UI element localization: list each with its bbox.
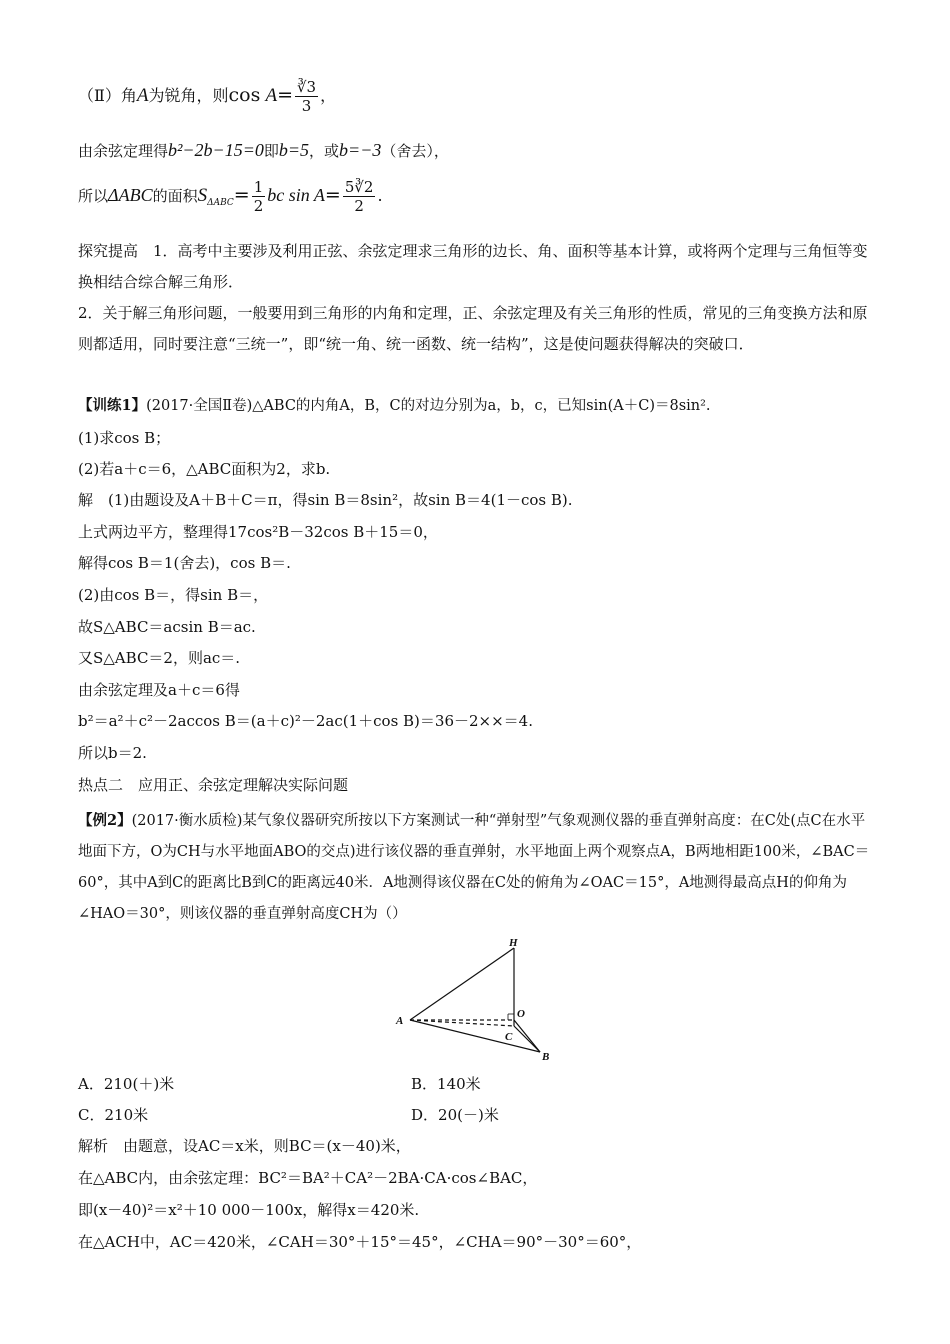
solution-line-8: b²＝a²＋c²－2accos B＝(a＋c)²－2ac(1＋cos B)＝36－2××＝4. (78, 712, 533, 730)
training-label: 【训练1】 (78, 397, 147, 414)
label-o: O (517, 1008, 525, 1020)
frac-den: 3 (301, 97, 312, 115)
area-pre: 所以 (78, 187, 109, 205)
area-line (78, 178, 383, 215)
solution-line-7: 由余弦定理及a＋c＝6得 (78, 681, 240, 699)
solution-line-1: 解 (1)由题设及A＋B＋C＝π，得sin B＝8sin²，故sin B＝4(1－cos B). (78, 491, 573, 509)
explore-paragraph-1: 探究提高 1．高考中主要涉及利用正弦、余弦定理求三角形的边长、角、面积等基本计算，或将两个定理与三角恒等变换相结合综合解三角形． (78, 242, 868, 291)
cosine-line (78, 140, 449, 161)
line-ac (410, 1020, 514, 1026)
angle-a: A (136, 85, 149, 106)
example-text: (2017·衡水质检)某气象仪器研究所按以下方案测试一种“弹射型”气象观测仪器的垂直弹射高度：在C处(点C在水平地面下方，O为CH与水平地面ABO的交点)进行该仪器的垂直弹射，水平地面上两个观察点A，B两地相距100米，∠BAC＝60°，其中A到C的距离比B到C的距离远40米．A地测得该仪器在C处的俯角为∠OAC＝15°，A地测得最高点H的仰角为∠HAO＝30°，则该仪器的垂直弹射高度CH为（） (78, 813, 870, 922)
part2-prefix: （Ⅱ）角 (78, 86, 137, 105)
analysis-line-4: 在△ACH中，AC＝420米，∠CAH＝30°＋15°＝45°，∠CHA＝90°－30°＝60°， (78, 1233, 642, 1251)
solution-line-9: 所以b＝2. (78, 744, 147, 762)
cosine-mid: 即 (263, 142, 279, 160)
solution-line-6: 又S△ABC＝2，则ac＝. (78, 649, 241, 667)
cosine-or: ，或 (309, 142, 340, 160)
cos-fraction (295, 78, 318, 115)
b-equals-5: b=5 (278, 140, 310, 160)
half-fraction (252, 178, 266, 215)
label-a: A (396, 1015, 404, 1027)
option-d: D．20(－)米 (411, 1106, 499, 1124)
line-cb (514, 1026, 540, 1052)
label-h: H (509, 937, 518, 949)
area-tail: . (377, 186, 383, 205)
half-num: 1 (253, 178, 264, 196)
geometry-figure (392, 934, 562, 1064)
cos-label: cos (228, 84, 261, 106)
result-fraction (343, 178, 376, 215)
area-mid: 的面积 (152, 187, 198, 205)
analysis-line-1: 解析 由题意，设AC＝x米，则BC＝(x－40)米， (78, 1137, 411, 1155)
frac-num: ∛3 (296, 78, 317, 96)
part2-line (78, 78, 336, 115)
hotspot-heading: 热点二 应用正、余弦定理解决实际问题 (78, 776, 349, 794)
half-den: 2 (253, 197, 264, 215)
cosine-pre: 由余弦定理得 (78, 142, 169, 160)
label-c: C (505, 1031, 513, 1043)
b-equals-neg3: b=−3 (339, 140, 382, 160)
area-eq1: = (233, 184, 250, 206)
part2-tail: ， (320, 86, 337, 105)
training-heading-line (78, 396, 711, 416)
equals: = (277, 84, 293, 106)
bc-sin-a: bc sin A (267, 185, 325, 205)
option-b: B．140米 (411, 1075, 481, 1093)
part2-mid: 为锐角，则 (148, 86, 229, 105)
training-q2: (2)若a＋c＝6，△ABC面积为2，求b. (78, 460, 331, 478)
analysis-line-2: 在△ABC内，由余弦定理：BC²＝BA²＋CA²－2BA·CA·cos∠BAC， (78, 1169, 538, 1187)
line-ab (410, 1020, 540, 1052)
area-eq2: = (324, 184, 341, 206)
area-sub: ΔABC (207, 198, 234, 208)
explore-paragraph-2: 2．关于解三角形问题，一般要用到三角形的内角和定理，正、余弦定理及有关三角形的性质，常见的三角变换方法和原则都适用，同时要注意“三统一”，即“统一角、统一函数、统一结构”，这是使问题获得解决的突破口． (78, 304, 868, 353)
training-q1: (1)求cos B； (78, 429, 171, 447)
solution-line-3: 解得cos B＝1(舍去)，cos B＝. (78, 554, 291, 572)
label-b: B (542, 1051, 550, 1063)
solution-line-2: 上式两边平方，整理得17cos²B－32cos B＋15＝0， (78, 523, 438, 541)
training-text: (2017·全国Ⅱ卷)△ABC的内角A，B，C的对边分别为a，b，c，已知sin(A＋C)＝8sin². (146, 398, 711, 414)
option-c: C．210米 (78, 1106, 149, 1124)
result-num: 5∛2 (344, 178, 374, 196)
area-s: S (197, 185, 208, 206)
result-den: 2 (354, 197, 364, 215)
quadratic-expr: b²−2b−15=0 (168, 140, 264, 160)
example-2 (78, 805, 878, 930)
angle-a-2: A (265, 85, 278, 106)
cosine-tail: （舍去）， (381, 142, 449, 160)
solution-line-5: 故S△ABC＝acsin B＝ac. (78, 618, 256, 636)
line-ah (410, 948, 514, 1020)
option-a: A．210(＋)米 (78, 1075, 175, 1093)
analysis-line-3: 即(x－40)²＝x²＋10 000－100x，解得x＝420米. (78, 1201, 420, 1219)
line-ob (514, 1020, 540, 1052)
solution-line-4: (2)由cos B＝，得sin B＝， (78, 586, 269, 604)
triangle-abc: ΔABC (108, 185, 153, 205)
example-label: 【例2】 (78, 812, 132, 829)
